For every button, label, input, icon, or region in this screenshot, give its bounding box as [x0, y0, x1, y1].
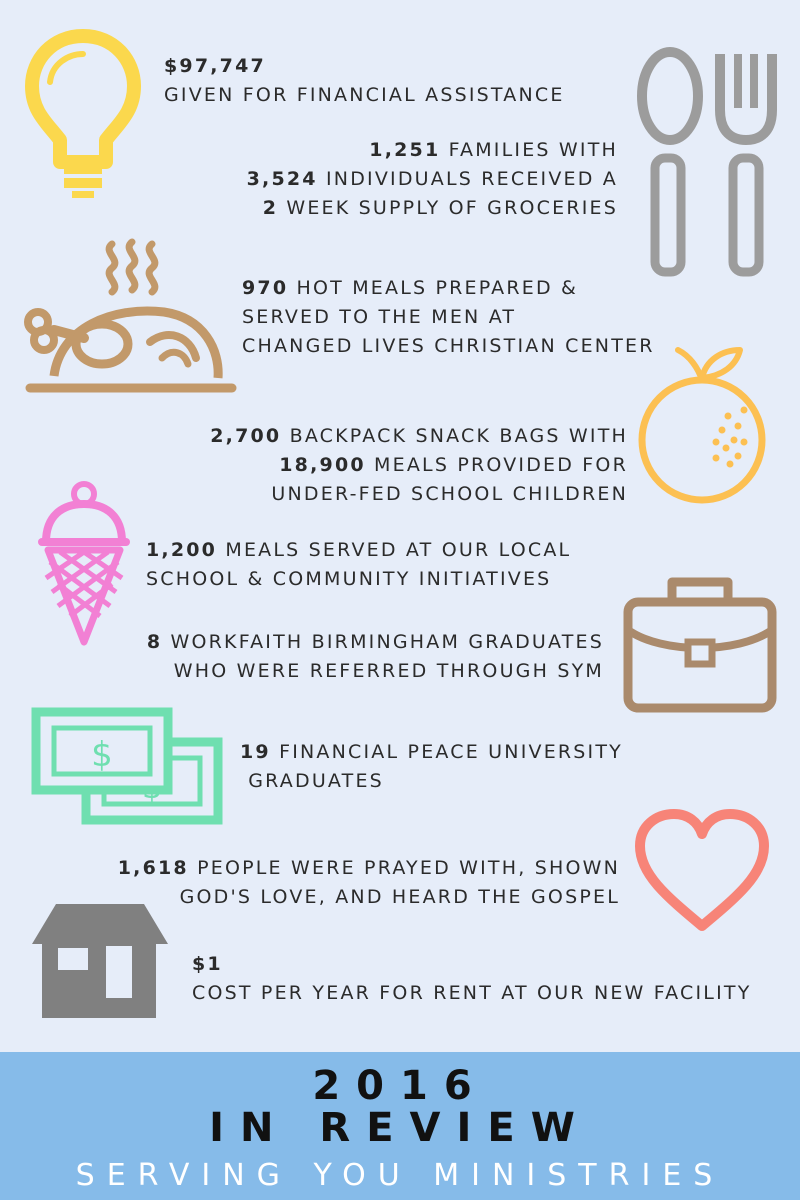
stat-text: SERVED TO THE MEN AT	[242, 306, 517, 328]
roast-chicken-icon	[20, 236, 240, 396]
stat-number: 3,524	[246, 168, 318, 190]
stat-number: 18,900	[279, 454, 366, 476]
spoon-fork-icon	[634, 48, 784, 278]
stat-text: PEOPLE WERE PRAYED WITH, SHOWN	[188, 857, 620, 879]
stat-text: BACKPACK SNACK BAGS WITH	[281, 425, 628, 447]
stat-financial-assistance	[164, 52, 565, 110]
stat-text: CHANGED LIVES CHRISTIAN CENTER	[242, 335, 655, 357]
stat-number: 2	[262, 197, 279, 219]
stat-text: COST PER YEAR FOR RENT AT OUR NEW FACILITY	[192, 982, 752, 1004]
stat-number: 1,251	[369, 139, 441, 161]
stat-text: FINANCIAL PEACE UNIVERSITY	[270, 741, 623, 763]
footer-banner	[0, 1052, 800, 1200]
stat-text: MEALS SERVED AT OUR LOCAL	[217, 539, 572, 561]
footer-headline: IN REVIEW	[209, 1105, 591, 1151]
stat-community-meals	[146, 536, 571, 594]
stat-text: GOD'S LOVE, AND HEARD THE GOSPEL	[179, 886, 620, 908]
stat-text: WHO WERE REFERRED THROUGH SYM	[173, 660, 604, 682]
stat-groceries	[247, 136, 618, 223]
heart-icon	[632, 808, 772, 934]
stat-workfaith	[147, 628, 604, 686]
stat-text: HOT MEALS PREPARED &	[288, 277, 579, 299]
stat-number: 970	[242, 277, 289, 299]
stat-text: FAMILIES WITH	[440, 139, 618, 161]
stat-text: MEALS PROVIDED FOR	[365, 454, 628, 476]
stat-text: WORKFAITH BIRMINGHAM GRADUATES	[162, 631, 604, 653]
lightbulb-icon	[24, 28, 142, 198]
stat-number: 2,700	[210, 425, 282, 447]
stat-hot-meals	[242, 274, 655, 361]
stat-text: WEEK SUPPLY OF GROCERIES	[278, 197, 618, 219]
stat-rent	[192, 950, 752, 1008]
orange-icon	[636, 342, 770, 508]
stat-text: INDIVIDUALS RECEIVED A	[317, 168, 618, 190]
stat-number: $1	[192, 953, 223, 975]
house-icon	[28, 898, 172, 1022]
stat-financial-peace	[240, 738, 623, 796]
stat-prayed-with	[118, 854, 620, 912]
stat-number: 19	[240, 741, 271, 763]
svg-text:$: $	[91, 735, 113, 775]
organization-name: SERVING YOU MINISTRIES	[75, 1158, 725, 1193]
stat-number: 1,618	[117, 857, 189, 879]
stat-number: $97,747	[164, 55, 266, 77]
stat-text: UNDER-FED SCHOOL CHILDREN	[271, 483, 628, 505]
money-icon	[30, 706, 226, 826]
stat-text: GIVEN FOR FINANCIAL ASSISTANCE	[164, 84, 565, 106]
footer-year: 2016	[312, 1063, 488, 1109]
briefcase-icon	[622, 568, 778, 716]
stat-number: 1,200	[146, 539, 218, 561]
stat-text: GRADUATES	[240, 770, 384, 792]
stat-snack-bags	[210, 422, 628, 509]
ice-cream-icon	[38, 480, 132, 650]
stat-number: 8	[146, 631, 163, 653]
stat-text: SCHOOL & COMMUNITY INITIATIVES	[146, 568, 552, 590]
